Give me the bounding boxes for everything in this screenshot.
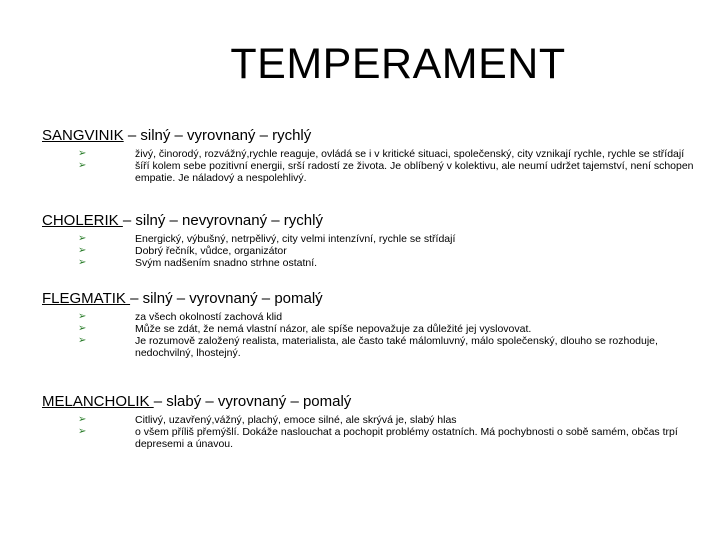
- list-item: [42, 160, 702, 184]
- arrow-right-icon: ➢: [78, 323, 87, 334]
- item-text: Energický, výbušný, netrpělivý, city velmi intenzívní, rychle se střídají: [135, 233, 456, 245]
- item-text: Citlivý, uzavřený,vážný, plachý, emoce silné, ale skrývá je, slabý hlas: [135, 414, 457, 426]
- temperament-traits: – silný – vyrovnaný – pomalý: [130, 290, 323, 307]
- temperament-traits: – silný – vyrovnaný – rychlý: [123, 127, 312, 144]
- arrow-right-icon: ➢: [78, 148, 87, 159]
- temperament-name: FLEGMATIK: [42, 290, 131, 307]
- temperament-traits: – silný – nevyrovnaný – rychlý: [122, 212, 323, 229]
- arrow-right-icon: ➢: [78, 257, 87, 268]
- list-item: [42, 233, 702, 245]
- section-flegmatik: [42, 290, 702, 359]
- list-item: [42, 335, 702, 359]
- list-item: [42, 414, 702, 426]
- arrow-right-icon: ➢: [78, 245, 87, 256]
- arrow-right-icon: ➢: [78, 233, 87, 244]
- item-text: živý, činorodý, rozvážný,rychle reaguje, ovládá se i v kritické situaci, společenský, city vznikají rychle, rychle se střídají: [135, 148, 685, 160]
- arrow-right-icon: ➢: [78, 426, 87, 437]
- list-item: [42, 323, 702, 335]
- item-text: Může se zdát, že nemá vlastní názor, ale spíše nepovažuje za důležité jej vyslovovat.: [135, 323, 532, 335]
- temperament-name: CHOLERIK: [42, 212, 123, 229]
- arrow-right-icon: ➢: [78, 311, 87, 322]
- list-item: [42, 245, 702, 257]
- item-text: o všem příliš přemýšlí. Dokáže naslouchat a pochopit problémy ostatních. Má pochybnosti o sobě samém, občas trpí depresemi a únavou.: [135, 426, 678, 450]
- section-heading: [42, 290, 702, 308]
- list-item: [42, 426, 702, 450]
- list-item: [42, 148, 702, 160]
- arrow-right-icon: ➢: [78, 160, 87, 171]
- section-cholerik: [42, 212, 702, 269]
- list-item: [42, 257, 702, 269]
- section-sangvinik: [42, 127, 702, 184]
- item-text: Je rozumově založený realista, materialista, ale často také málomluvný, málo společenský, dlouho se rozhoduje, nedochvilný, lhostejný.: [135, 335, 658, 359]
- section-heading: [42, 127, 702, 145]
- section-heading: [42, 393, 702, 411]
- item-text: Dobrý řečník, vůdce, organizátor: [135, 245, 287, 257]
- arrow-right-icon: ➢: [78, 414, 87, 425]
- temperament-traits: – slabý – vyrovnaný – pomalý: [153, 393, 352, 410]
- section-heading: [42, 212, 702, 230]
- list-item: [42, 311, 702, 323]
- temperament-name: SANGVINIK: [42, 127, 124, 144]
- item-text: Svým nadšením snadno strhne ostatní.: [135, 257, 318, 269]
- item-text: za všech okolností zachová klid: [135, 311, 283, 323]
- temperament-name: MELANCHOLIK: [42, 393, 154, 410]
- item-text: šíří kolem sebe pozitivní energii, srší radostí ze života. Je oblíbený v kolektivu, ale neumí udržet tajemství, není schopen empatie. Je náladový a nespolehlivý.: [135, 160, 694, 184]
- section-melancholik: [42, 393, 702, 450]
- page-title: TEMPERAMENT: [230, 40, 566, 88]
- arrow-right-icon: ➢: [78, 335, 87, 346]
